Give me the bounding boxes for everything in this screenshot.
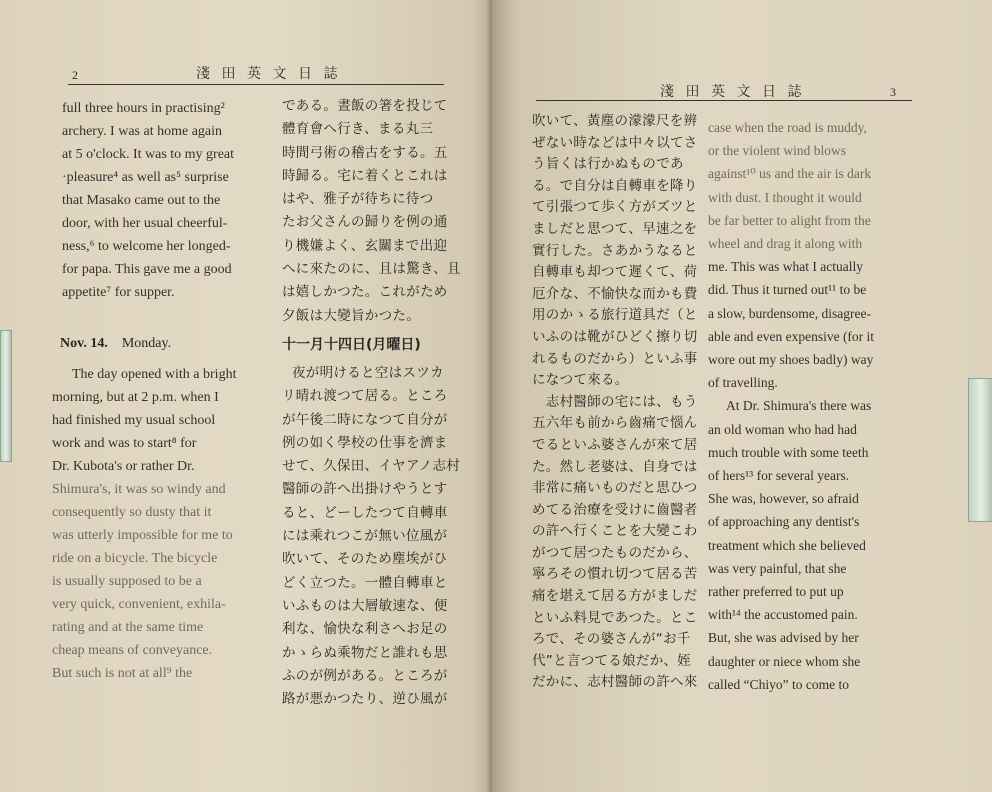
entry-date-english [60, 336, 171, 352]
text-line: 痛を堪えて居る方がましだ [532, 588, 698, 605]
text-line: rather preferred to put up [708, 584, 844, 600]
text-line: である。晝飯の箸を投じて [282, 98, 448, 114]
text-line: は嬉しかつた。これがため [282, 284, 448, 301]
left-english-column-bottom [52, 363, 264, 685]
text-line: 例の如く學校の仕事を濟ま [282, 434, 448, 451]
text-line: どく立つた。一體自轉車と [282, 574, 448, 591]
text-line: ましだと思つて、早速之を [532, 220, 698, 237]
text-line: of hers¹³ for several years. [708, 468, 850, 484]
text-line: of travelling. [708, 375, 778, 391]
text-line: ると、どーしたつて自轉車 [282, 504, 448, 521]
text-line: Dr. Kubota's or rather Dr. [52, 459, 195, 474]
text-line: archery. I was at home again [62, 124, 223, 139]
text-line: an old woman who had had [708, 421, 857, 437]
text-line: had finished my usual school [52, 413, 216, 428]
text-line: much trouble with some teeth [708, 444, 869, 460]
text-line: was utterly impossible for me to [52, 528, 233, 543]
text-line: には乘れつこが無い位風が [282, 528, 448, 545]
text-line: daughter or niece whom she [708, 653, 861, 669]
text-line: かゝらぬ乘物だと誰れも思 [282, 644, 448, 661]
text-line: At Dr. Shimura's there was [726, 398, 872, 414]
text-line: の許へ行くことを大變こわ [532, 523, 698, 540]
text-line: ぜない時などは中々以てさ [532, 134, 698, 151]
text-line: wore out my shoes badly) way [708, 352, 874, 368]
text-line: of approaching any dentist's [708, 514, 860, 530]
text-line: work and was to start⁸ for [52, 436, 197, 451]
text-line: Shimura's, it was so windy and [52, 482, 226, 497]
text-line: 非常に痛いものだと思ひつ [532, 480, 698, 497]
text-line: me. This was what I actually [708, 259, 863, 275]
text-line: full three hours in practising² [62, 101, 225, 116]
text-line: 實行した。さあかうなると [532, 242, 698, 259]
text-line: at 5 o'clock. It was to my great [62, 147, 235, 162]
page-tab-right [968, 378, 992, 522]
entry-date-japanese: 十一月十四日(月曜日) [282, 337, 421, 353]
left-english-column-top [62, 97, 270, 304]
left-japanese-column-top [282, 95, 461, 328]
right-page [492, 0, 992, 792]
right-english-column [708, 116, 918, 696]
text-line: る。で自分は自轉車を降り [532, 177, 698, 194]
left-header-rule [68, 84, 444, 85]
text-line: 寧ろその慣れ切つて居る苦 [532, 566, 698, 583]
text-line: になつて來る。 [532, 372, 629, 389]
text-line: But, she was advised by her [708, 630, 859, 646]
text-line: 夕飯は大變旨かつた。 [282, 307, 420, 324]
left-japanese-column-bottom [282, 362, 461, 711]
text-line: でるといふ婆さんが來て居 [532, 436, 698, 453]
text-line: 利な、愉快な利さへお足の [282, 621, 448, 638]
text-line: case when the road is muddy, [708, 120, 867, 135]
entry-date: Nov. 14. [60, 336, 108, 351]
text-line: The day opened with a bright [72, 367, 237, 382]
right-page-number: 3 [890, 85, 896, 99]
text-line: う旨くは行かぬものであ [532, 156, 684, 173]
text-line: 五六年も前から齒痛で惱ん [532, 415, 698, 432]
text-line: rating and at the same time [52, 620, 204, 635]
text-line: れるものだから）といふ事 [532, 350, 698, 367]
text-line: 代”と言つてる娘だか、姪 [532, 652, 692, 669]
text-line: But such is not at all⁹ the [52, 666, 193, 681]
text-line: いふのは靴がひどく擦り切 [532, 328, 698, 345]
text-line: といふ料見であつた。とこ [532, 609, 698, 626]
text-line: 體育會へ行き、まる丸三 [282, 121, 434, 138]
text-line: wheel and drag it along with [708, 236, 863, 252]
right-running-title: 淺 田 英 文 日 誌 [660, 85, 806, 100]
text-line: 志村醫師の宅には、もう [532, 393, 698, 410]
text-line: はや、雅子が待ちに待つ [282, 191, 434, 208]
text-line: ふのが例がある。ところが [282, 667, 448, 684]
text-line: めてる治療を受けに齒醫者 [532, 501, 698, 518]
text-line: door, with her usual cheerful- [62, 216, 228, 231]
text-line: cheap means of conveyance. [52, 643, 213, 658]
text-line: が午後二時になつて自分が [282, 411, 448, 428]
text-line: 時間弓術の稽古をする。五 [282, 144, 448, 161]
left-running-title: 淺 田 英 文 日 誌 [196, 67, 342, 82]
text-line: very quick, convenient, exhila- [52, 597, 226, 612]
text-line: たお父さんの歸りを例の通 [282, 214, 448, 231]
text-line: appetite⁷ for supper. [62, 285, 175, 300]
text-line: is usually supposed to be a [52, 574, 202, 589]
text-line: 路が悪かつたり、逆ひ風が [282, 691, 448, 708]
text-line: She was, however, so afraid [708, 491, 859, 507]
text-line: be far better to alight from the [708, 212, 871, 228]
text-line: せて、久保田、イヤアノ志村 [282, 458, 461, 475]
text-line: was very painful, that she [708, 560, 847, 576]
text-line: 時歸る。宅に着くとこれは [282, 167, 448, 184]
text-line: morning, but at 2 p.m. when I [52, 390, 219, 405]
right-header-rule [536, 100, 912, 101]
right-japanese-column [532, 111, 702, 694]
text-line: り機嫌よく、玄關まで出迎 [282, 237, 448, 254]
text-line: with dust. I thought it would [708, 189, 862, 205]
text-line: 夜が明けると空はスツカ [292, 365, 444, 381]
text-line: 厄介な、不愉快な而かも費 [532, 285, 698, 302]
text-line: a slow, burdensome, disagree- [708, 305, 871, 321]
text-line: だかに、志村醫師の許へ來 [532, 674, 698, 691]
text-line: リ晴れ渡つて居る。ところ [282, 388, 448, 405]
text-line: able and even expensive (for it [708, 328, 875, 344]
text-line: ·pleasure⁴ as well as⁵ surprise [62, 170, 229, 185]
text-line: called “Chiyo” to come to [708, 676, 849, 692]
text-line: た。然し老婆は、自身では [532, 458, 698, 475]
text-line: consequently so dusty that it [52, 505, 212, 520]
text-line: ness,⁶ to welcome her longed- [62, 239, 231, 254]
text-line: for papa. This gave me a good [62, 262, 232, 277]
text-line: いふものは大層敏速な、便 [282, 597, 448, 614]
text-line: がつて居つたものだから、 [532, 544, 698, 561]
entry-weekday: Monday. [121, 336, 172, 351]
text-line: 吹いて、そのため塵埃がひ [282, 551, 448, 568]
text-line: treatment which she believed [708, 537, 866, 553]
left-page [0, 0, 492, 792]
text-line: that Masako came out to the [62, 193, 221, 208]
left-page-number: 2 [72, 68, 78, 82]
text-line: with¹⁴ the accustomed pain. [708, 607, 858, 623]
text-line: or the violent wind blows [708, 143, 846, 159]
text-line: て引張つて歩く方がズツと [532, 199, 698, 216]
text-line: ろで、その婆さんが“お千 [532, 631, 691, 648]
text-line: 用のかゝる旅行道具だ（と [532, 307, 698, 324]
text-line: did. Thus it turned out¹¹ to be [708, 282, 867, 298]
text-line: へに來たのに、且は驚き、且 [282, 261, 461, 278]
text-line: ride on a bicycle. The bicycle [52, 551, 218, 566]
text-line: 自轉車も却つて遲くて、荷 [532, 264, 698, 281]
text-line: 醫師の許へ出掛けやうとす [282, 481, 448, 498]
text-line: 吹いて、黃塵の濛濛尺を辨 [532, 113, 698, 129]
page-tab-left [0, 330, 12, 462]
text-line: against¹⁰ us and the air is dark [708, 166, 872, 182]
